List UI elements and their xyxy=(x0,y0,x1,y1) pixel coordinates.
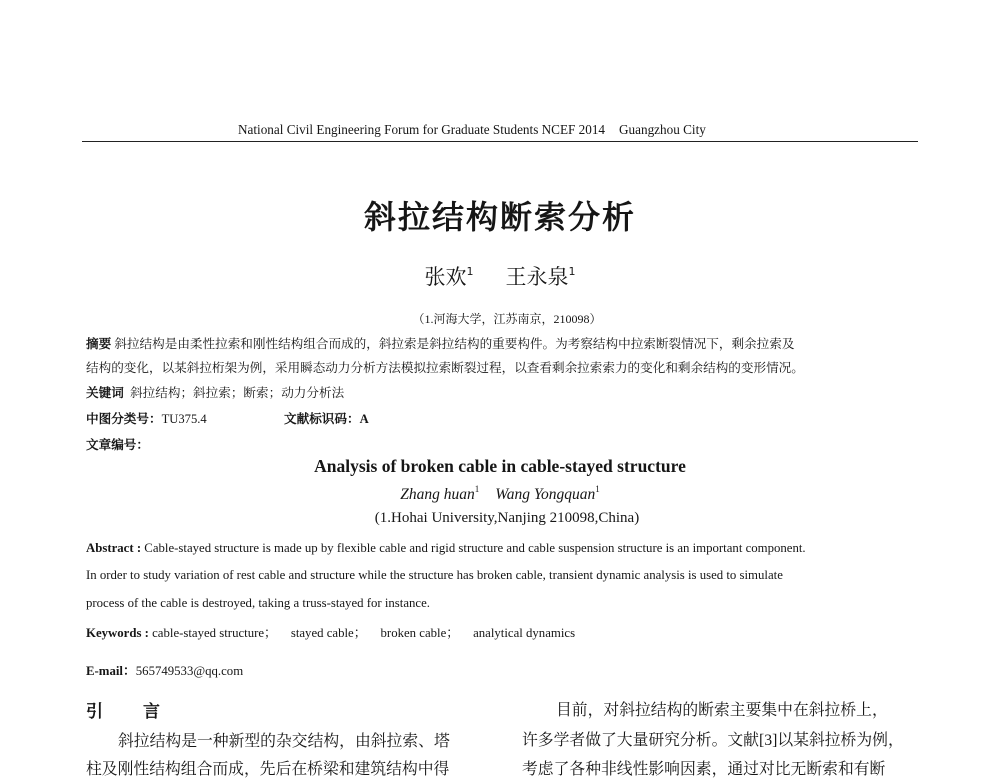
english-abstract-text: process of the cable is destroyed, taking a truss-stayed for instance. xyxy=(86,596,430,610)
keyword: broken cable； xyxy=(380,626,460,640)
body-text-line: 斜拉结构是一种新型的杂交结构，由斜拉索、塔 xyxy=(118,733,450,750)
english-abstract-text: Cable-stayed structure is made up by flexible cable and rigid structure and cable suspension structure is an important component. xyxy=(144,541,806,555)
author-affiliation-mark: 1 xyxy=(474,484,480,494)
author-name: 张欢 xyxy=(424,265,467,289)
english-title: Analysis of broken cable in cable-stayed structure xyxy=(314,456,686,476)
author-affiliation-mark: 1 xyxy=(466,265,474,278)
classification-label: 中图分类号： xyxy=(86,411,162,426)
english-affiliation: (1.Hohai University,Nanjing 210098,China) xyxy=(374,510,640,526)
classification-value: TU375.4 xyxy=(161,412,207,426)
body-text-line: 许多学者做了大量研究分析。文献[3]以某斜拉桥为例， xyxy=(522,732,904,749)
author-name: Zhang huan xyxy=(400,486,475,503)
keyword: analytical dynamics xyxy=(473,626,576,640)
author-name: 王永泉 xyxy=(505,265,569,289)
body-text-line: 目前，对斜拉结构的断索主要集中在斜拉桥上， xyxy=(556,702,888,719)
chinese-abstract-line xyxy=(86,357,804,376)
author-affiliation-mark: 1 xyxy=(595,484,600,494)
chinese-keywords-label: 关键词 xyxy=(86,385,124,400)
chinese-title: 斜拉结构断索分析 xyxy=(363,198,636,236)
header-rule xyxy=(82,141,918,142)
running-header-title: National Civil Engineering Forum for Graduate Students NCEF 2014 xyxy=(238,122,606,137)
section-heading-char: 言 xyxy=(143,702,160,722)
body-text-line: 柱及刚性结构组合而成，先后在桥梁和建筑结构中得 xyxy=(86,761,450,778)
english-abstract-line xyxy=(86,596,430,611)
chinese-authors xyxy=(0,261,1000,291)
chinese-keywords xyxy=(86,382,344,401)
email-line xyxy=(86,660,243,679)
body-text-line: 考虑了各种非线性影响因素，通过对比无断索和有断 xyxy=(522,761,886,778)
english-authors xyxy=(0,484,1000,504)
document-code xyxy=(284,408,369,427)
chinese-abstract-text: 斜拉结构是由柔性拉索和刚性结构组合而成的，斜拉索是斜拉结构的重要构件。为考察结构中拉索断裂情况下，剩余拉索及 xyxy=(114,337,795,351)
english-abstract-text: In order to study variation of rest cable and structure while the structure has broken cable, transient dynamic analysis is used to simulate xyxy=(86,568,783,582)
keyword: cable-stayed structure； xyxy=(152,626,277,640)
document-code-label: 文献标识码： xyxy=(284,411,360,426)
running-header-city: Guangzhou City xyxy=(619,122,706,137)
chinese-affiliation: （1.河海大学，江苏南京，210098） xyxy=(412,312,602,326)
section-heading-introduction xyxy=(86,697,160,722)
english-abstract-label: Abstract : xyxy=(86,541,142,555)
author-affiliation-mark: 1 xyxy=(568,265,576,278)
english-keywords-label: Keywords : xyxy=(86,626,149,640)
chinese-abstract-label: 摘要 xyxy=(86,336,112,351)
english-abstract-line xyxy=(86,541,806,556)
english-abstract-line xyxy=(86,568,783,583)
article-id-label: 文章编号： xyxy=(86,437,149,452)
keyword: stayed cable； xyxy=(290,626,367,640)
author-name: Wang Yongquan xyxy=(495,486,596,503)
chinese-abstract-line xyxy=(86,333,794,352)
document-code-value: A xyxy=(359,412,369,426)
chinese-abstract-text: 结构的变化，以某斜拉桁架为例，采用瞬态动力分析方法模拟拉索断裂过程，以查看剩余拉索索力的变化和剩余结构的变形情况。 xyxy=(86,361,804,375)
section-heading-char: 引 xyxy=(86,702,103,722)
chinese-keywords-text: 斜拉结构；斜拉索；断索；动力分析法 xyxy=(130,386,345,400)
english-keywords xyxy=(86,622,589,641)
email-label: E-mail： xyxy=(86,664,136,678)
running-header xyxy=(238,122,878,138)
email-address: 565749533@qq.com xyxy=(135,664,244,678)
classification-line xyxy=(86,408,369,427)
